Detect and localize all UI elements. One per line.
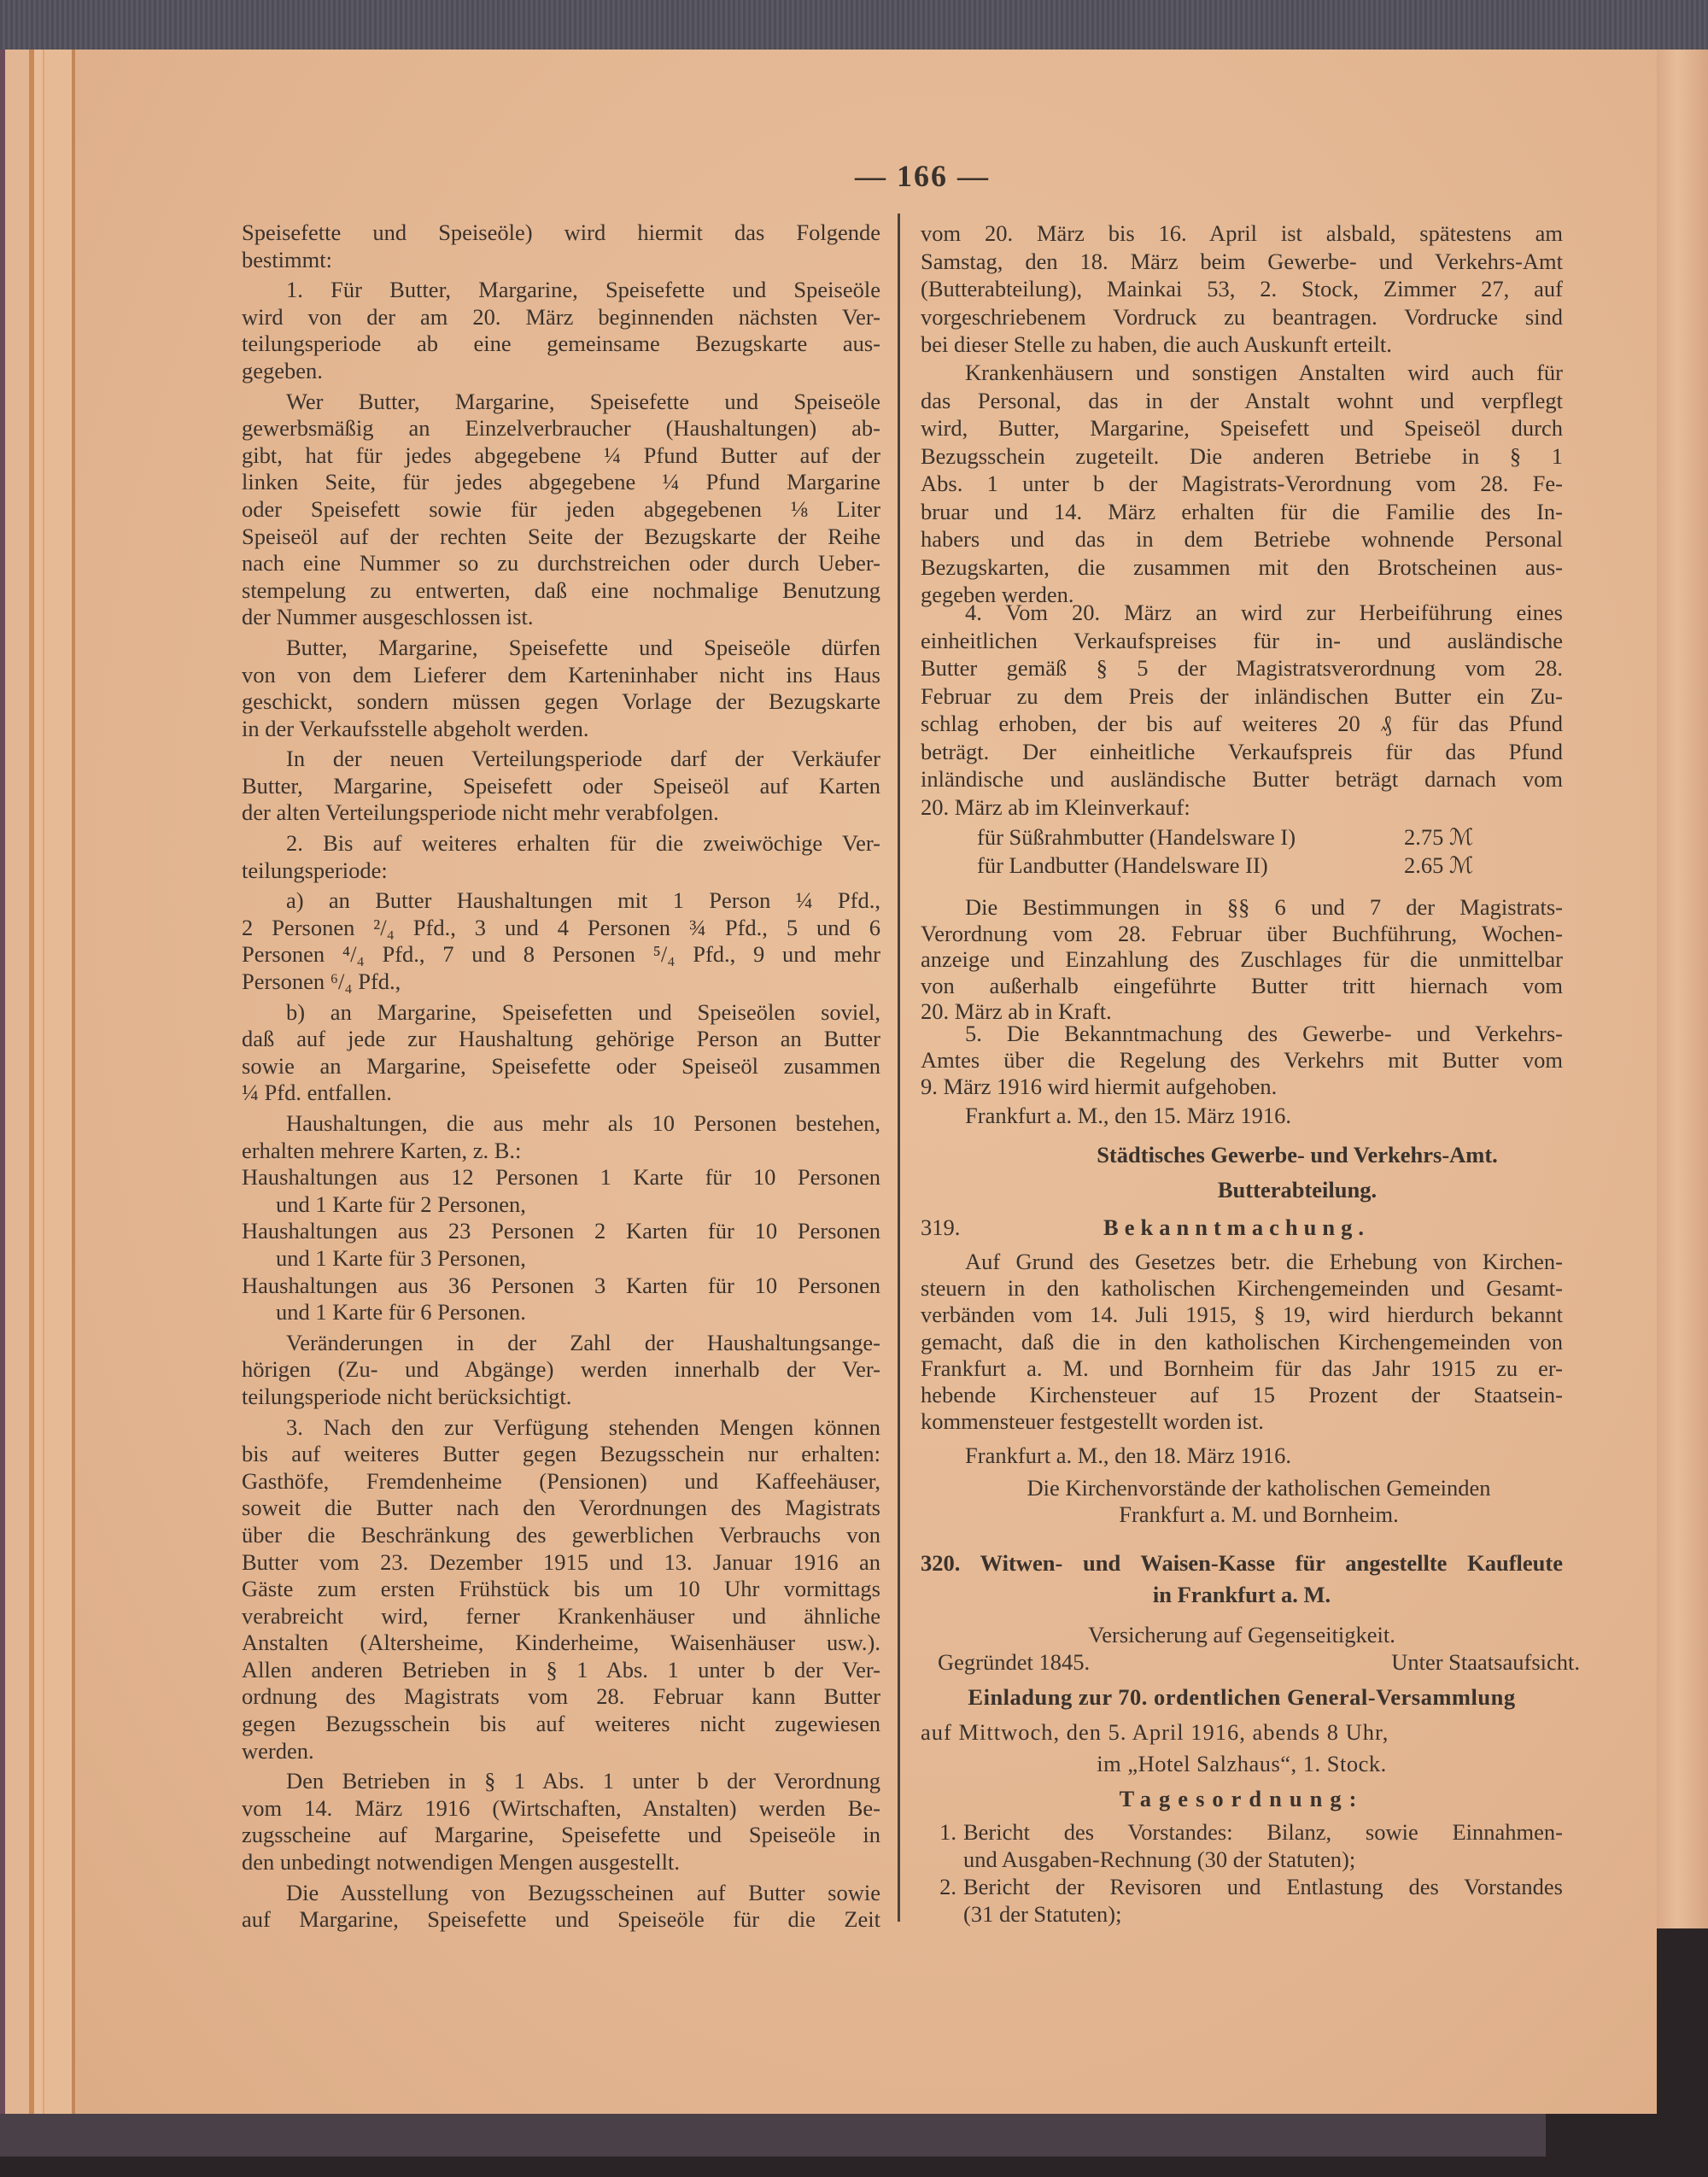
price-label: für Süßrahmbutter (Handelsware I) (977, 824, 1296, 850)
text-line: 2. Bis auf weiteres erhalten für die zweiwöchige Ver- (286, 830, 880, 857)
text-line: auf Mittwoch, den 5. April 1916, abends 8 Uhr, (921, 1719, 1389, 1745)
signature (921, 1475, 1563, 1528)
text-line: Allen anderen Betrieben in § 1 Abs. 1 unter b der Ver- (242, 1656, 880, 1682)
text-line: gegeben. (242, 357, 323, 383)
text-line: nach eine Nummer so zu durchstreichen oder durch Ueber- (242, 550, 880, 576)
text-line: 5. Die Bekanntmachung des Gewerbe- und Verkehrs- (965, 1021, 1563, 1046)
text-line: teilungsperiode nicht berücksichtigt. (242, 1383, 572, 1409)
dateline (921, 1102, 1563, 1130)
text-line: Tagesordnung: (1119, 1786, 1365, 1811)
text-line: 320. Witwen- und Waisen-Kasse für angestellte Kaufleute (921, 1550, 1563, 1576)
text-line: 3. Nach den zur Verfügung stehenden Mengen können (286, 1413, 880, 1440)
text-line: Butter, Margarine, Speisefette und Speiseöle dürfen (286, 634, 880, 660)
text-line: zugsscheine auf Margarine, Speisefette und Speiseöle in (242, 1822, 880, 1848)
paragraph (921, 599, 1563, 821)
text-line: der Nummer ausgeschlossen ist. (242, 604, 534, 630)
text-line: (Butterabteilung), Mainkai 53, 2. Stock, Zimmer 27, auf (921, 276, 1563, 301)
price-table (921, 823, 1563, 879)
price-label: für Landbutter (Handelsware II) (977, 851, 1268, 878)
agenda-text (963, 1873, 1563, 1928)
paragraph (242, 1768, 880, 1876)
agenda-item (921, 1873, 1563, 1928)
text-line: In der neuen Verteilungsperiode darf der Verkäufer (286, 746, 880, 772)
paragraph (242, 1414, 880, 1765)
text-line: soweit die Butter nach den Verordnungen des Magistrats (242, 1495, 880, 1521)
text-line: Die Kirchenvorstände der katholischen Gemeinden (1027, 1475, 1491, 1501)
text-line: Die Bestimmungen in §§ 6 und 7 der Magistrats- (965, 894, 1563, 920)
paragraph-continued (242, 219, 880, 273)
text-line: Butter, Margarine, Speisefett oder Speiseöl auf Karten (242, 772, 880, 799)
household-example (242, 1273, 880, 1326)
text-line: erhalten mehrere Karten, z. B.: (242, 1137, 522, 1163)
text-line: (31 der Statuten); (963, 1901, 1122, 1927)
text-line: gewerbsmäßig an Einzelverbraucher (Haushaltungen) ab- (242, 415, 880, 442)
text-line: von von dem Lieferer dem Karteninhaber nicht ins Haus (242, 661, 880, 688)
text-line: Verordnung vom 28. Februar über Buchführung, Wochen- (921, 920, 1563, 946)
supervision-text: Unter Staatsaufsicht. (1391, 1649, 1580, 1675)
text-line: Gasthöfe, Fremdenheime (Pensionen) und Kaffeehäuser, (242, 1467, 880, 1494)
notice-heading-title: Bekanntmachung. (1103, 1214, 1370, 1240)
text-line: bestimmt: (242, 246, 332, 272)
text-line: Speisefette und Speiseöle) wird hiermit das Folgende (242, 219, 880, 245)
paragraph (921, 1021, 1563, 1100)
text-line: Veränderungen in der Zahl der Haushaltungsange- (286, 1329, 880, 1355)
text-line: in der Verkaufsstelle abgeholt werden. (242, 715, 589, 741)
text-line: und 1 Karte für 6 Personen. (276, 1299, 526, 1326)
text-line: den unbedingt notwendigen Mengen ausgestellt. (242, 1849, 680, 1876)
notice-heading (921, 1214, 1563, 1242)
paragraph (921, 894, 1563, 1025)
text-line: 1. Für Butter, Margarine, Speisefette und Speiseöle (286, 277, 880, 303)
household-example (242, 1218, 880, 1272)
text-line: Die Ausstellung von Bezugsscheinen auf Butter sowie (286, 1879, 880, 1905)
text-line: Auf Grund des Gesetzes betr. die Erhebung von Kirchen- (965, 1249, 1563, 1274)
text-line: ¼ Pfd. entfallen. (242, 1080, 392, 1106)
text-line: inländische und ausländische Butter beträgt darnach vom (921, 766, 1563, 792)
book-binding-cloth-bottom (0, 2114, 1546, 2157)
text-line: Frankfurt a. M., den 18. März 1916. (965, 1443, 1291, 1468)
text-line: vorgeschriebenem Vordruck zu beantragen. Vordrucke sind (921, 303, 1563, 330)
text-line: Personen ⁴/₄ Pfd., 7 und 8 Personen ⁵/₄ Pfd., 9 und mehr (242, 941, 880, 968)
text-line: Butterabteilung. (1217, 1177, 1378, 1203)
text-line: habers und das in dem Betriebe wohnende Personal (921, 526, 1563, 552)
agenda-heading (921, 1785, 1563, 1813)
text-line: 20. März ab in Kraft. (921, 998, 1112, 1024)
agenda-number: 2. (939, 1874, 956, 1899)
column-divider (898, 214, 900, 1922)
text-line: ordnung des Magistrats vom 28. Februar kann Butter (242, 1683, 880, 1710)
text-line: Butter vom 23. Dezember 1915 und 13. Januar 1916 an (242, 1548, 880, 1575)
right-column (921, 0, 1580, 2050)
text-line: verabreicht wird, ferner Krankenhäuser und ähnliche (242, 1602, 880, 1629)
centered-line (921, 1750, 1563, 1778)
paragraph (242, 1110, 880, 1164)
text-line: werden. (242, 1737, 314, 1764)
price-row (921, 823, 1563, 851)
text-line: wird, Butter, Margarine, Speisefett und Speiseöl durch (921, 415, 1563, 441)
agenda-text (963, 1818, 1563, 1873)
paragraph (921, 1249, 1563, 1435)
text-line: Krankenhäusern und sonstigen Anstalten wird auch für (965, 360, 1563, 385)
text-line: daß auf jede zur Haushaltung gehörige Person an Butter (242, 1026, 880, 1052)
paragraph (242, 746, 880, 827)
paragraph (242, 1880, 880, 1934)
text-line: a) an Butter Haushaltungen mit 1 Person ¼ Pfd., (286, 887, 880, 914)
text-line: Frankfurt a. M. und Bornheim. (1119, 1501, 1399, 1527)
text-line: Speiseöl auf der rechten Seite der Bezugskarte der Reihe (242, 523, 880, 549)
text-line: kommensteuer festgestellt worden ist. (921, 1408, 1264, 1435)
text-line: b) an Margarine, Speisefetten und Speiseölen soviel, (286, 998, 880, 1025)
text-line: Einladung zur 70. ordentlichen General-Versammlung (968, 1684, 1516, 1710)
paragraph (242, 830, 880, 884)
paragraph (242, 999, 880, 1107)
paragraph (242, 277, 880, 384)
text-line: beträgt. Der einheitliche Verkaufspreis für das Pfund (921, 738, 1563, 764)
text-line: in Frankfurt a. M. (1152, 1582, 1331, 1607)
paragraph (242, 1330, 880, 1411)
agenda-number: 1. (939, 1819, 956, 1845)
household-example (242, 1164, 880, 1218)
text-line: Bericht des Vorstandes: Bilanz, sowie Einnahmen- (963, 1819, 1563, 1845)
text-line: bruar und 14. März erhalten für die Familie des In- (921, 498, 1563, 524)
text-line: verbänden vom 14. Juli 1915, § 19, wird hierdurch bekannt (921, 1302, 1563, 1328)
text-line: und 1 Karte für 3 Personen, (276, 1244, 526, 1271)
meeting-date-line (921, 1718, 1563, 1747)
text-line: bei dieser Stelle zu haben, die auch Auskunft erteilt. (921, 331, 1392, 357)
centered-line (921, 1683, 1563, 1712)
text-line: oder Speisefett sowie für jeden abgegebenen ⅛ Liter (242, 495, 880, 522)
text-line: Städtisches Gewerbe- und Verkehrs-Amt. (1097, 1142, 1498, 1168)
text-line: Februar zu dem Preis der inländischen Butter ein Zu- (921, 682, 1563, 709)
dateline (921, 1442, 1563, 1470)
text-line: Bezugskarten, die zusammen mit den Brotscheinen aus- (921, 553, 1563, 580)
text-line: Wer Butter, Margarine, Speisefette und Speiseöle (286, 388, 880, 414)
left-column (242, 219, 880, 1934)
text-line: Frankfurt a. M. und Bornheim für das Jahr 1915 zu er- (921, 1355, 1563, 1381)
text-line: teilungsperiode: (242, 857, 388, 883)
notice-number: 319. (921, 1214, 961, 1240)
paragraph-continued (921, 219, 1563, 359)
page-number: — 166 — (855, 159, 990, 193)
signature (921, 1138, 1563, 1208)
founding-supervision-line (921, 1648, 1606, 1677)
text-line: Haushaltungen aus 36 Personen 3 Karten für 10 Personen (242, 1272, 880, 1298)
text-line: Samstag, den 18. März beim Gewerbe- und Verkehrs-Amt (921, 248, 1563, 274)
founded-text: Gegründet 1845. (938, 1649, 1091, 1675)
price-value: 2.75 ℳ (1404, 824, 1474, 850)
text-line: stempelung zu entwerten, daß eine nochmalige Benutzung (242, 576, 880, 603)
price-row (921, 851, 1563, 880)
text-line: Bezugsschein zugeteilt. Die anderen Betriebe in § 1 (921, 442, 1563, 469)
text-line: Anstalten (Altersheime, Kinderheime, Waisenhäuser usw.). (242, 1630, 880, 1656)
text-line: Haushaltungen aus 12 Personen 1 Karte für 10 Personen (242, 1164, 880, 1191)
paragraph (242, 887, 880, 995)
text-line: von außerhalb eingeführte Butter tritt hiernach vom (921, 972, 1563, 998)
text-line: Frankfurt a. M., den 15. März 1916. (965, 1103, 1291, 1128)
text-line: schlag erhoben, der bis auf weiteres 20 ₰ für das Pfund (921, 711, 1563, 736)
text-line: hörigen (Zu- und Abgänge) werden innerhalb der Ver- (242, 1356, 880, 1383)
paragraph (242, 389, 880, 631)
text-line: Bericht der Revisoren und Entlastung des Vorstandes (963, 1874, 1563, 1899)
text-line: gibt, hat für jedes abgegebene ¼ Pfund Butter auf der (242, 442, 880, 468)
text-line: einheitlichen Verkaufspreises für in- und ausländische (921, 627, 1563, 653)
text-line: wird von der am 20. März beginnenden nächsten Ver- (242, 303, 880, 330)
text-line: anzeige und Einzahlung des Zuschlages für die unmittelbar (921, 946, 1563, 972)
text-line: und Ausgaben-Rechnung (30 der Statuten); (963, 1846, 1356, 1872)
text-line: gegeben werden. (921, 582, 1074, 607)
text-line: 9. März 1916 wird hiermit aufgehoben. (921, 1074, 1278, 1099)
text-line: Amtes über die Regelung des Verkehrs mit Butter vom (921, 1047, 1563, 1073)
text-line: vom 20. März bis 16. April ist alsbald, spätestens am (921, 220, 1563, 246)
text-line: geschickt, sondern müssen gegen Vorlage der Bezugskarte (242, 688, 880, 715)
text-line: Abs. 1 unter b der Magistrats-Verordnung vom 28. Fe- (921, 471, 1563, 496)
text-line: hebende Kirchensteuer auf 15 Prozent der Staatsein- (921, 1382, 1563, 1408)
text-line: der alten Verteilungsperiode nicht mehr verabfolgen. (242, 799, 719, 826)
text-line: auf Margarine, Speisefette und Speiseöle für die Zeit (242, 1906, 880, 1933)
text-line: das Personal, das in der Anstalt wohnt und verpflegt (921, 387, 1563, 413)
text-line: Haushaltungen, die aus mehr als 10 Personen bestehen, (286, 1110, 880, 1136)
text-line: 2 Personen ²/₄ Pfd., 3 und 4 Personen ¾ Pfd., 5 und 6 (242, 914, 880, 940)
text-line: Den Betrieben in § 1 Abs. 1 unter b der Verordnung (286, 1768, 880, 1794)
text-line: Butter gemäß § 5 der Magistratsverordnung vom 28. (921, 655, 1563, 681)
text-line: im „Hotel Salzhaus“, 1. Stock. (1097, 1751, 1387, 1776)
paragraph (242, 635, 880, 742)
text-line: steuern in den katholischen Kirchengemeinden und Gesamt- (921, 1275, 1563, 1302)
paragraph (921, 359, 1563, 609)
text-line: gemacht, daß die in den katholischen Kirchengemeinden von (921, 1328, 1563, 1355)
centered-line (921, 1621, 1563, 1649)
text-line: teilungsperiode ab eine gemeinsame Bezugskarte aus- (242, 331, 880, 357)
text-line: Gäste zum ersten Frühstück bis um 10 Uhr vormittags (242, 1576, 880, 1602)
text-line: sowie an Margarine, Speisefette oder Speiseöl zusammen (242, 1052, 880, 1079)
text-line: Haushaltungen aus 23 Personen 2 Karten für 10 Personen (242, 1218, 880, 1244)
text-line: vom 14. März 1916 (Wirtschaften, Anstalten) werden Be- (242, 1794, 880, 1821)
text-line: bis auf weiteres Butter gegen Bezugsschein nur erhalten: (242, 1441, 880, 1467)
text-line: Versicherung auf Gegenseitigkeit. (1088, 1622, 1395, 1647)
agenda-list (921, 1818, 1563, 1928)
agenda-item (921, 1818, 1563, 1873)
text-line: linken Seite, für jedes abgegebene ¼ Pfund Margarine (242, 469, 880, 495)
notice-title (921, 1548, 1563, 1611)
text-line: über die Beschränkung des gewerblichen Verbrauchs von (242, 1521, 880, 1548)
page-edges (0, 50, 77, 2116)
text-line: Personen ⁶/₄ Pfd., (242, 969, 401, 995)
text-line: 20. März ab im Kleinverkauf: (921, 793, 1190, 820)
text-line: und 1 Karte für 2 Personen, (276, 1191, 526, 1217)
text-line: gegen Bezugsschein bis auf weiteres nicht zugewiesen (242, 1711, 880, 1737)
price-value: 2.65 ℳ (1404, 851, 1474, 878)
text-line: 4. Vom 20. März an wird zur Herbeiführung eines (965, 600, 1563, 625)
next-page-edge (1657, 50, 1708, 1928)
